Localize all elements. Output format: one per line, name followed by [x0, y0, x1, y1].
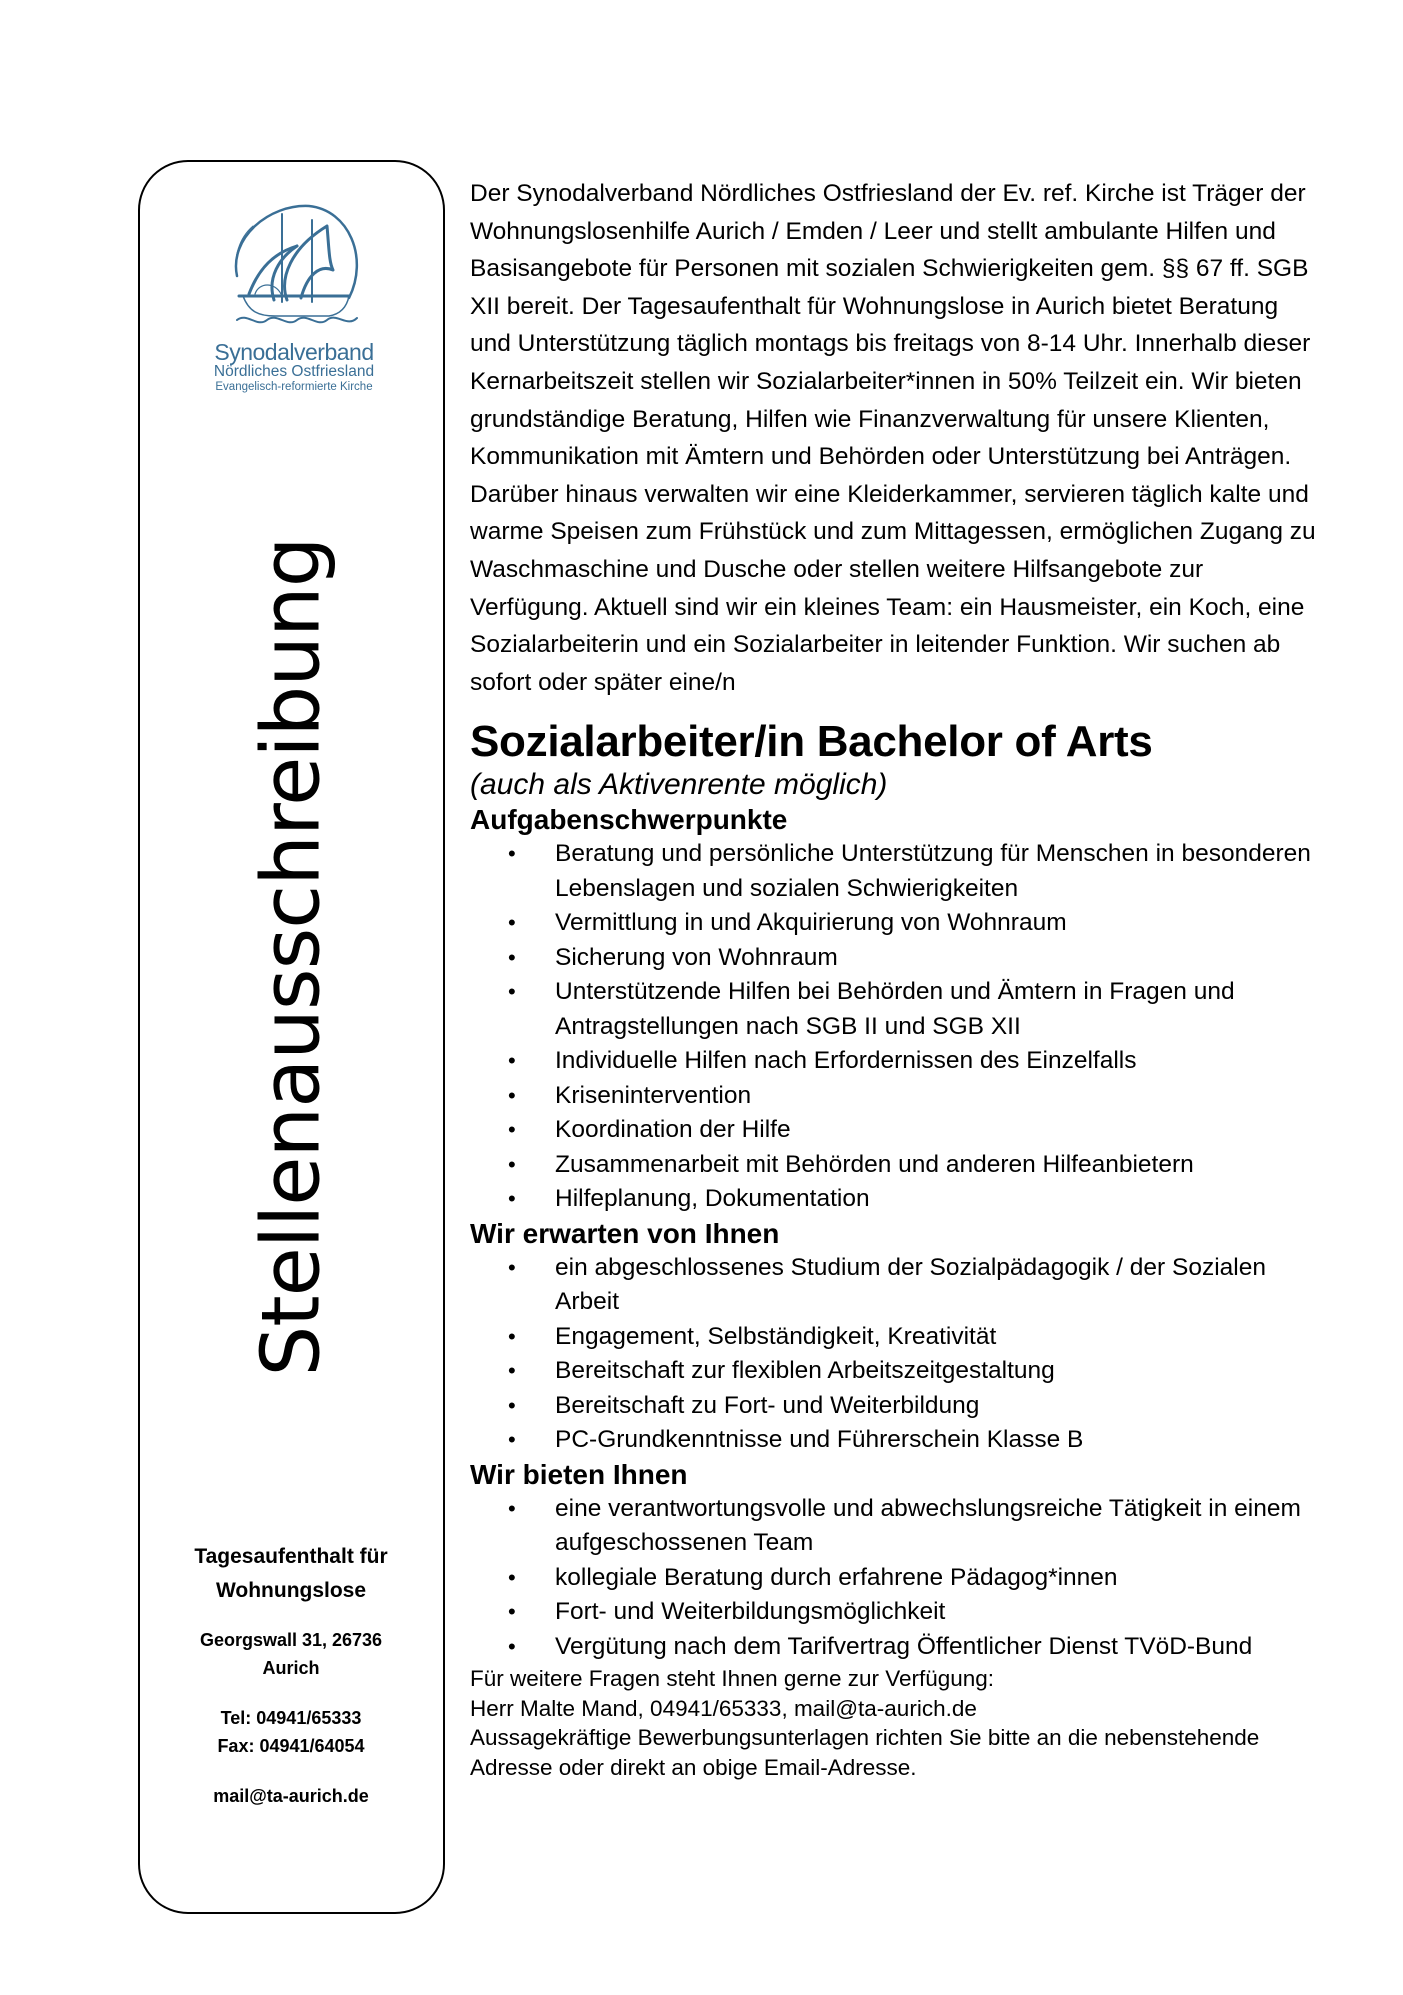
list-item: • Unterstützende Hilfen bei Behörden und Ämtern in Fragen und Antragstellungen nach SGB II und SGB XII	[555, 975, 1320, 1044]
list-item: • PC-Grundkenntnisse und Führerschein Klasse B	[555, 1423, 1320, 1458]
list-item: • Vergütung nach dem Tarifvertrag Öffentlicher Dienst TVöD-Bund	[555, 1630, 1320, 1665]
job-title: Sozialarbeiter/in Bachelor of Arts	[470, 717, 1153, 767]
list-item: • Sicherung von Wohnraum	[555, 941, 1320, 976]
footer-line-application: Aussagekräftige Bewerbungsunterlagen richten Sie bitte an die nebenstehende Adresse oder direkt an obige Email-Adresse.	[470, 1725, 1260, 1780]
address-line-1: Georgswall 31, 26736	[199, 1630, 383, 1650]
main-content	[470, 175, 1320, 1782]
footer-line-contact-person: Herr Malte Mand, 04941/65333, mail@ta-aurich.de	[470, 1695, 977, 1721]
logo-name: Synodalverband	[214, 339, 374, 365]
list-item: • Koordination der Hilfe	[555, 1113, 1320, 1148]
phone-number: Tel: 04941/65333	[220, 1708, 362, 1728]
address-line-2: Aurich	[262, 1658, 320, 1678]
logo	[204, 198, 384, 394]
list-item: • Bereitschaft zu Fort- und Weiterbildung	[555, 1389, 1320, 1424]
job-subtitle: (auch als Aktivenrente möglich)	[470, 768, 888, 802]
list-item: • ein abgeschlossenes Studium der Sozialpädagogik / der Sozialen Arbeit	[555, 1251, 1320, 1320]
phone-block	[140, 1704, 442, 1760]
sailing-ship-logo-icon	[219, 198, 369, 338]
fax-number: Fax: 04941/64054	[217, 1736, 365, 1756]
org-line-1: Tagesaufenthalt für	[194, 1545, 388, 1568]
intro-paragraph: Der Synodalverband Nördliches Ostfriesland der Ev. ref. Kirche ist Träger der Wohnungslosenhilfe Aurich / Emden / Leer und stellt ambulante Hilfen und Basisangebote für Personen mit sozialen Schwierigkeiten gem. §§ 67 ff. SGB XII bereit. Der Tagesaufenthalt für Wohnungslose in Aurich bietet Beratung und Unterstützung täglich montags bis freitags von 8-14 Uhr. Innerhalb dieser Kernarbeitszeit stellen wir Sozialarbeiter*innen in 50% Teilzeit ein. Wir bieten grundständige Beratung, Hilfen wie Finanzverwaltung für unsere Klienten, Kommunikation mit Ämtern und Behörden oder Unterstützung bei Anträgen. Darüber hinaus verwalten wir eine Kleiderkammer, servieren täglich kalte und warme Speisen zum Frühstück und zum Mittagessen, ermöglichen Zugang zu Waschmaschine und Dusche oder stellen weitere Hilfsangebote zur Verfügung. Aktuell sind wir ein kleines Team: ein Hausmeister, ein Koch, eine Sozialarbeiterin und ein Sozialarbeiter in leitender Funktion. Wir suchen ab sofort oder später eine/n	[470, 180, 1316, 696]
list-item: • eine verantwortungsvolle und abwechslungsreiche Tätigkeit in einem aufgeschossenen Team	[555, 1492, 1320, 1561]
list-item: • Fort- und Weiterbildungsmöglichkeit	[555, 1595, 1320, 1630]
list-item: • Vermittlung in und Akquirierung von Wohnraum	[555, 906, 1320, 941]
sidebar-box	[138, 160, 445, 1914]
vertical-title: Stellenausschreibung	[244, 537, 338, 1377]
section-heading-offer: Wir bieten Ihnen	[470, 1458, 688, 1490]
list-item: • Hilfeplanung, Dokumentation	[555, 1182, 1320, 1217]
list-item: • Engagement, Selbständigkeit, Kreativität	[555, 1320, 1320, 1355]
contact-block	[140, 1540, 442, 1810]
logo-tagline: Evangelisch-reformierte Kirche	[215, 381, 373, 393]
list-item: • Zusammenarbeit mit Behörden und anderen Hilfeanbietern	[555, 1148, 1320, 1183]
list-item: • Krisenintervention	[555, 1079, 1320, 1114]
address	[140, 1626, 442, 1682]
footer-contact	[470, 1664, 1320, 1782]
vertical-title-area	[140, 457, 442, 1457]
email-link[interactable]: mail@ta-aurich.de	[213, 1786, 369, 1806]
logo-subtitle: Nördliches Ostfriesland	[213, 363, 375, 380]
org-line-2: Wohnungslose	[215, 1579, 367, 1602]
requirements-list	[470, 1251, 1320, 1458]
list-item: • Beratung und persönliche Unterstützung für Menschen in besonderen Lebenslagen und sozialen Schwierigkeiten	[555, 837, 1320, 906]
tasks-list	[470, 837, 1320, 1217]
offer-list	[470, 1492, 1320, 1665]
list-item: • kollegiale Beratung durch erfahrene Pädagog*innen	[555, 1561, 1320, 1596]
section-heading-requirements: Wir erwarten von Ihnen	[470, 1217, 780, 1249]
footer-line-questions: Für weitere Fragen steht Ihnen gerne zur Verfügung:	[470, 1666, 995, 1692]
list-item: • Bereitschaft zur flexiblen Arbeitszeitgestaltung	[555, 1354, 1320, 1389]
org-name	[140, 1540, 442, 1608]
section-heading-tasks: Aufgabenschwerpunkte	[470, 804, 788, 836]
list-item: • Individuelle Hilfen nach Erfordernissen des Einzelfalls	[555, 1044, 1320, 1079]
